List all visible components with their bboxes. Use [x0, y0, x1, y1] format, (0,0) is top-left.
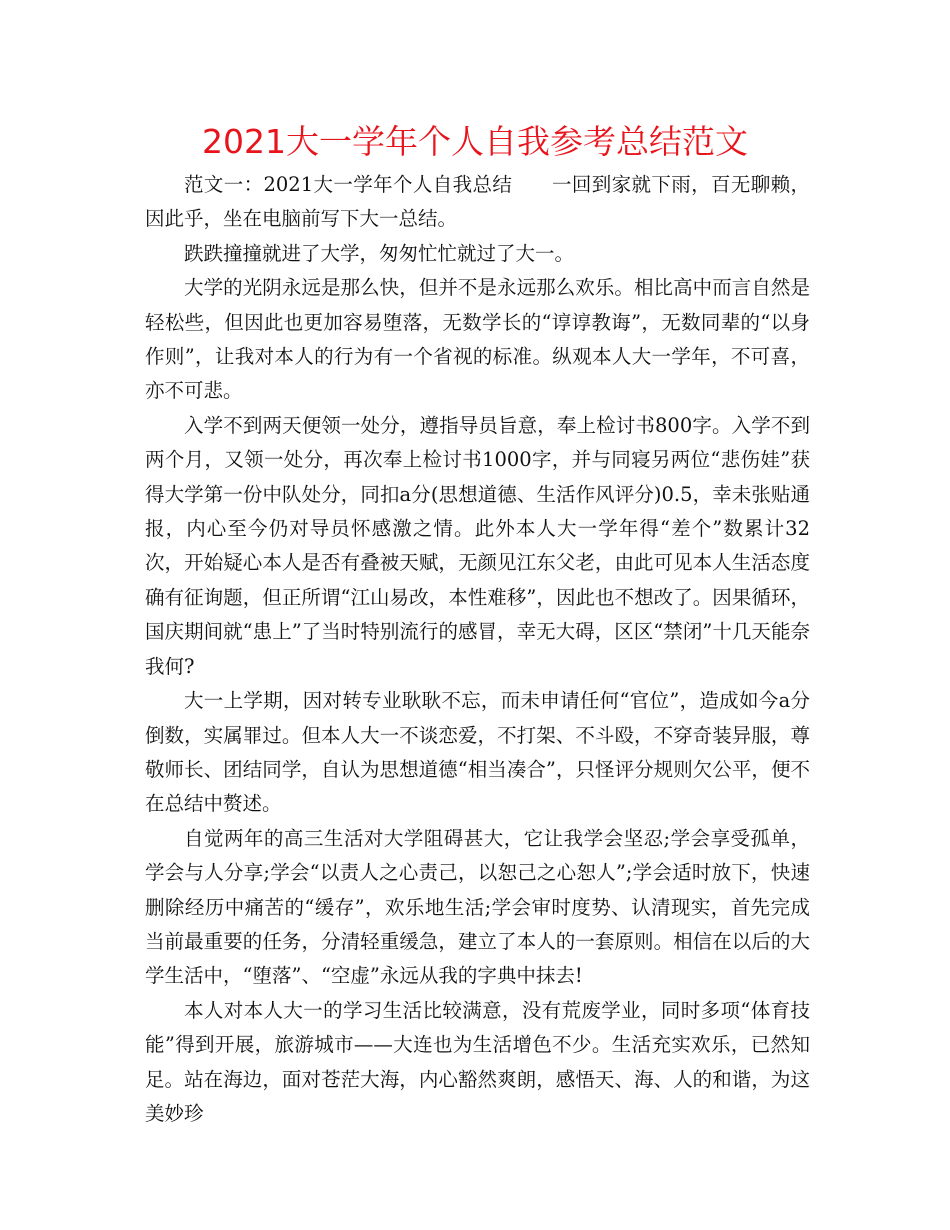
- paragraph: 范文一：2021大一学年个人自我总结 一回到家就下雨，百无聊赖，因此乎，坐在电脑前写下大一总结。: [145, 173, 810, 231]
- document-body: [145, 168, 810, 1131]
- paragraph: 自觉两年的高三生活对大学阻碍甚大，它让我学会坚忍;学会享受孤单，学会与人分享;学会“以责人之心责己，以恕己之心恕人”;学会适时放下，快速删除经历中痛苦的“缓存”，欢乐地生活;学会审时度势、认清现实，首先完成当前最重要的任务，分清轻重缓急，建立了本人的一套原则。相信在以后的大学生活中，“堕落”、“空虚”永远从我的字典中抹去!: [145, 826, 810, 988]
- paragraph: 跌跌撞撞就进了大学，匆匆忙忙就过了大一。: [184, 241, 575, 265]
- paragraph: 大一上学期，因对转专业耿耿不忘，而未申请任何“官位”，造成如今a分倒数，实属罪过。但本人大一不谈恋爱，不打架、不斗殴，不穿奇装异服，尊敬师长、团结同学，自认为思想道德“相当凑合”，只怪评分规则欠公平，便不在总结中赘述。: [145, 689, 810, 816]
- paragraph: 入学不到两天便领一处分，遵指导员旨意，奉上检讨书800字。入学不到两个月，又领一处分，再次奉上检讨书1000字，并与同寝另两位“悲伤娃”获得大学第一份中队处分，同扣a分(思想道德、生活作风评分)0.5，幸未张贴通报，内心至今仍对导员怀感激之情。此外本人大一学年得“差个”数累计32次，开始疑心本人是否有叠被天赋，无颜见江东父老，由此可见本人生活态度确有征询题，但正所谓“江山易改，本性难移”，因此也不想改了。因果循环，国庆期间就“患上”了当时特别流行的感冒，幸无大碍，区区“禁闭”十几天能奈我何?: [145, 413, 810, 678]
- document-title: 2021大一学年个人自我参考总结范文: [202, 122, 748, 161]
- paragraph: 本人对本人大一的学习生活比较满意，没有荒废学业，同时多项“体育技能”得到开展，旅游城市——大连也为生活增色不少。生活充实欢乐，已然知足。站在海边，面对苍茫大海，内心豁然爽朗，感悟天、海、人的和谐，为这美妙珍: [145, 998, 810, 1125]
- paragraph: 大学的光阴永远是那么快，但并不是永远那么欢乐。相比高中而言自然是轻松些，但因此也更加容易堕落，无数学长的“谆谆教诲”，无数同辈的“以身作则”，让我对本人的行为有一个省视的标准。纵观本人大一学年，不可喜，亦不可悲。: [145, 276, 810, 403]
